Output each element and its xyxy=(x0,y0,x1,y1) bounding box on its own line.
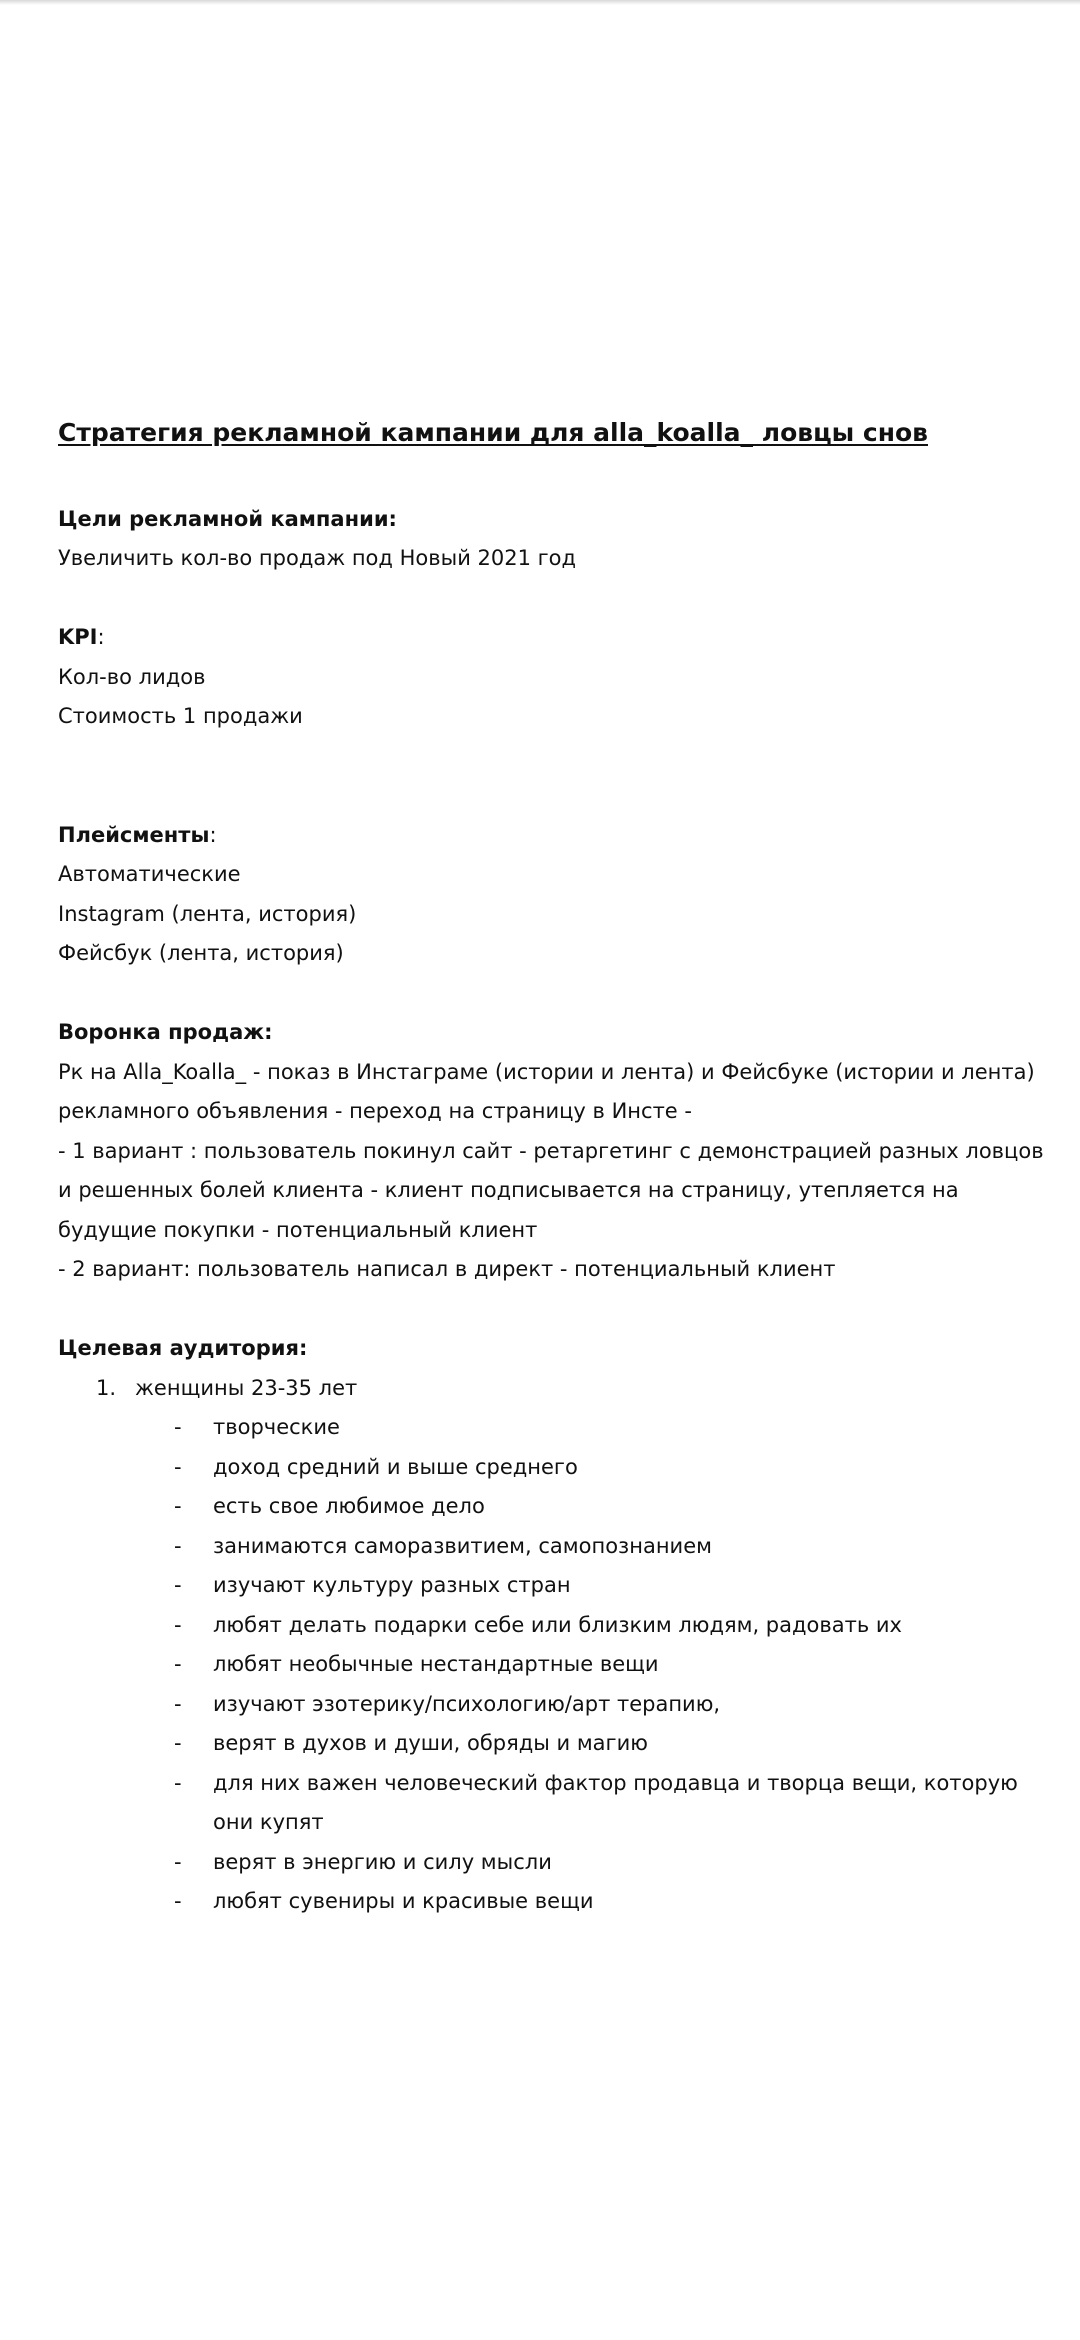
list-item xyxy=(58,1566,1048,1606)
dash-bullet: - xyxy=(174,1770,182,1795)
list-item xyxy=(58,1882,1048,1922)
trait-text: верят в духов и души, обряды и магию xyxy=(213,1731,648,1755)
dash-bullet: - xyxy=(174,1494,182,1518)
list-item xyxy=(58,1408,1048,1448)
list-item xyxy=(58,1606,1048,1646)
kpi-heading: KPI xyxy=(58,625,98,649)
placements-colon: : xyxy=(209,822,217,847)
spacer xyxy=(58,579,1048,619)
placement-item: Автоматические xyxy=(58,862,241,886)
list-item xyxy=(58,1843,1048,1883)
funnel-variant-2: - 2 вариант: пользователь написал в директ - потенциальный клиент xyxy=(58,1257,836,1281)
kpi-heading-line xyxy=(58,618,1048,658)
list-item xyxy=(58,1487,1048,1527)
placements-heading-line xyxy=(58,816,1048,856)
list-item xyxy=(58,1645,1048,1685)
dash-bullet: - xyxy=(174,1731,182,1755)
dash-bullet: - xyxy=(174,1533,182,1558)
dash-bullet: - xyxy=(174,1691,182,1716)
list-item xyxy=(58,1764,1048,1843)
kpi-item: Стоимость 1 продажи xyxy=(58,704,303,728)
funnel-intro: Рк на Alla_Koalla_ - показ в Инстаграме (истории и лента) и Фейсбуке (истории и лента) рекламного объявления - переход на страницу в Инсте - xyxy=(58,1059,1035,1123)
list-number: 1. xyxy=(96,1375,117,1400)
trait-text: любят необычные нестандартные вещи xyxy=(213,1652,659,1676)
audience-heading: Целевая аудитория: xyxy=(58,1336,308,1360)
trait-text: любят делать подарки себе или близким людям, радовать их xyxy=(213,1612,902,1637)
dash-bullet: - xyxy=(174,1415,182,1439)
dash-bullet: - xyxy=(174,1889,182,1913)
dash-bullet: - xyxy=(174,1849,182,1874)
list-item xyxy=(58,1527,1048,1567)
funnel-variant-1: - 1 вариант : пользователь покинул сайт - ретаргетинг с демонстрацией разных ловцов и решенных болей клиента - клиент подписывается на страницу, утепляется на будущие покупки - потенциальный клиент xyxy=(58,1138,1044,1242)
trait-text: занимаются саморазвитием, самопознанием xyxy=(213,1533,712,1558)
dash-bullet: - xyxy=(174,1454,182,1479)
dash-bullet: - xyxy=(174,1573,182,1597)
goals-heading: Цели рекламной кампании: xyxy=(58,506,397,531)
trait-text: для них важен человеческий фактор продавца и творца вещи, которую они купят xyxy=(213,1770,1018,1834)
spacer xyxy=(58,460,1048,500)
top-edge-shadow xyxy=(0,0,1080,5)
list-item xyxy=(58,1685,1048,1725)
document-title: Стратегия рекламной кампании для alla_koalla_ ловцы снов xyxy=(58,418,928,447)
trait-text: творческие xyxy=(213,1415,340,1439)
placements-heading: Плейсменты xyxy=(58,822,210,847)
list-item xyxy=(58,1448,1048,1488)
funnel-heading: Воронка продаж: xyxy=(58,1020,273,1044)
placement-item: Фейсбук (лента, история) xyxy=(58,941,344,965)
document-page[interactable] xyxy=(58,405,1048,1922)
kpi-item: Кол-во лидов xyxy=(58,664,206,689)
trait-text: верят в энергию и силу мысли xyxy=(213,1849,552,1874)
dash-bullet: - xyxy=(174,1652,182,1676)
spacer xyxy=(58,1290,1048,1330)
placement-item: Instagram (лента, история) xyxy=(58,901,357,926)
audience-traits-list xyxy=(58,1408,1048,1922)
dash-bullet: - xyxy=(174,1612,182,1637)
spacer xyxy=(58,737,1048,816)
goals-text: Увеличить кол-во продаж под Новый 2021 год xyxy=(58,546,577,570)
trait-text: любят сувениры и красивые вещи xyxy=(213,1889,594,1913)
spacer xyxy=(58,974,1048,1014)
trait-text: есть свое любимое дело xyxy=(213,1494,485,1518)
audience-segment xyxy=(58,1369,1048,1409)
trait-text: изучают культуру разных стран xyxy=(213,1573,571,1597)
list-item xyxy=(58,1724,1048,1764)
trait-text: доход средний и выше среднего xyxy=(213,1454,578,1479)
audience-segment-label: женщины 23-35 лет xyxy=(135,1375,358,1400)
kpi-colon: : xyxy=(97,625,105,649)
trait-text: изучают эзотерику/психологию/арт терапию, xyxy=(213,1691,721,1716)
